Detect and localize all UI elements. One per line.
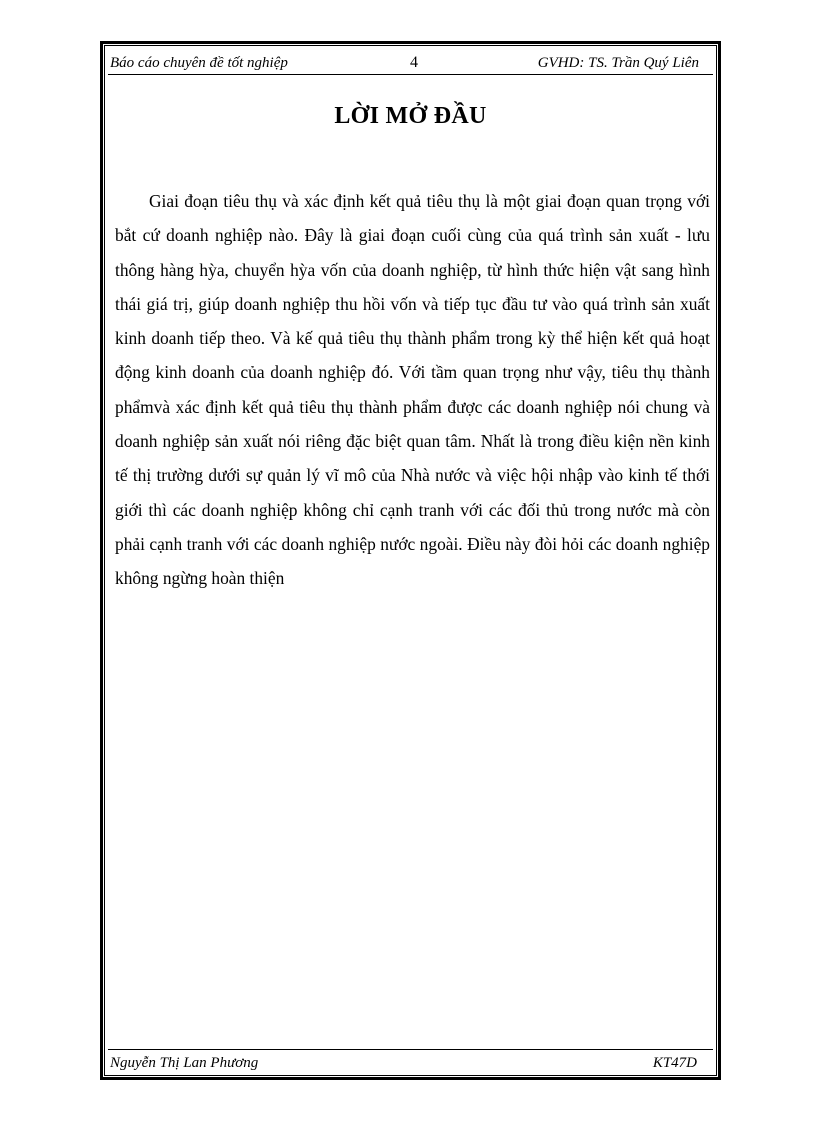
- header-page-number: 4: [410, 54, 418, 71]
- page-title: LỜI MỞ ĐẦU: [334, 103, 487, 129]
- footer-author: Nguyễn Thị Lan Phương: [110, 1055, 259, 1071]
- page-header: [108, 52, 713, 75]
- body-paragraph: Giai đoạn tiêu thụ và xác định kết quả tiêu thụ là một giai đoạn quan trọng với bắt cứ doanh nghiệp nào. Đây là giai đoạn cuối cùng của quá trình sản xuất - lưu thông hàng hỳa, chuyển hỳa vốn của doanh nghiệp, từ hình thức hiện vật sang hình thái giá trị, giúp doanh nghiệp thu hồi vốn và tiếp tục đầu tư vào quá trình sản xuất kinh doanh tiếp theo. Và kế quả tiêu thụ thành phẩm trong kỳ thể hiện kết quả hoạt động kinh doanh của doanh nghiệp đó. Với tầm quan trọng như vậy, tiêu thụ thành phẩmvà xác định kết quả tiêu thụ thành phẩm được các doanh nghiệp nói chung và doanh nghiệp sản xuất nói riêng đặc biệt quan tâm. Nhất là trong điều kiện nền kinh tế thị trường dưới sự quản lý vĩ mô của Nhà nước và việc hội nhập vào kinh tế thới giới thì các doanh nghiệp không chỉ cạnh tranh với các đối thủ trong nước mà còn phải cạnh tranh với các doanh nghiệp nước ngoài. Điều này đòi hỏi các doanh nghiệp không ngừng hoàn thiện: [115, 191, 710, 589]
- page-footer: [108, 1049, 713, 1072]
- header-report-title: Báo cáo chuyên đề tốt nghiệp: [110, 55, 288, 71]
- footer-class-code: KT47D: [652, 1055, 697, 1071]
- header-supervisor: GVHD: TS. Trần Quý Liên: [537, 55, 699, 71]
